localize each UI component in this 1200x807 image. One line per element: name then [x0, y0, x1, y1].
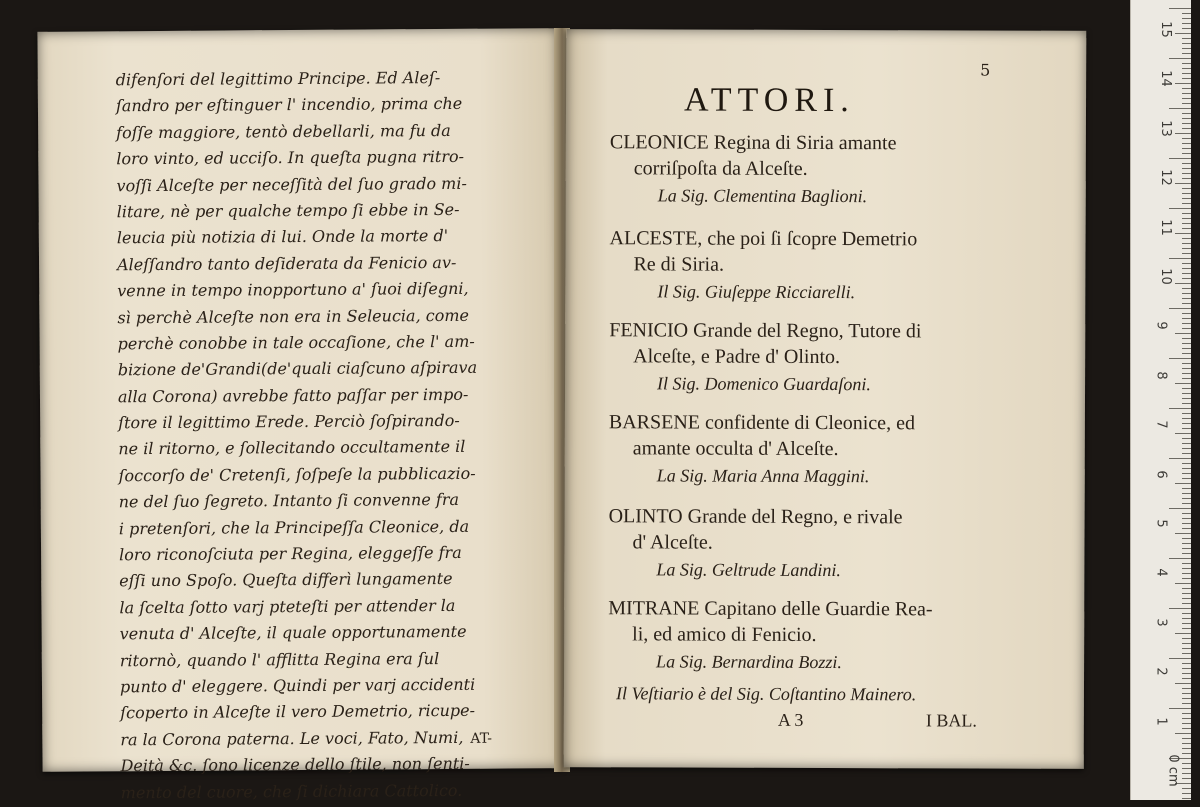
ruler-tick — [1182, 13, 1191, 14]
singer-name: La Sig. Maria Anna Maggini. — [656, 465, 870, 487]
ruler-tick — [1182, 673, 1191, 674]
ruler-tick — [1182, 348, 1191, 349]
ruler-tick — [1182, 523, 1191, 524]
ruler-tick — [1182, 343, 1191, 344]
ruler-tick — [1182, 628, 1191, 629]
costume-note: Il Veſtiario è del Sig. Coſtantino Mainero. — [615, 683, 917, 705]
ruler-tick — [1182, 613, 1191, 614]
ruler-tick — [1182, 118, 1191, 119]
ruler-tick — [1182, 178, 1191, 179]
left-page-text — [116, 64, 561, 806]
text-line: litare, nè per qualche tempo ſi ebbe in Se- — [116, 199, 460, 222]
ruler-number: 3 — [1153, 618, 1169, 627]
ruler-tick — [1182, 68, 1191, 69]
ruler-tick — [1182, 98, 1191, 99]
ruler-tick — [1169, 408, 1191, 409]
ruler-tick — [1182, 293, 1191, 294]
ruler-tick — [1182, 728, 1191, 729]
ruler-number: 0 cm — [1165, 754, 1181, 787]
singer-name: Il Sig. Domenico Guardaſoni. — [657, 373, 871, 395]
ruler-tick — [1182, 653, 1191, 654]
ruler-tick — [1182, 688, 1191, 689]
ruler-tick — [1182, 698, 1191, 699]
ruler-tick — [1182, 793, 1191, 794]
singer-name: Il Sig. Giuſeppe Ricciarelli. — [657, 281, 856, 303]
text-line: ſcoperto in Alceſte il vero Demetrio, ricupe- — [120, 701, 476, 723]
ruler-tick — [1182, 593, 1191, 594]
role-line: Re di Siria. — [633, 253, 725, 276]
ruler-tick — [1182, 693, 1191, 694]
page-title: ATTORI. — [683, 81, 855, 120]
ruler-tick — [1182, 738, 1191, 739]
text-line: loro riconoſciuta per Regina, eleggeſſe fra — [119, 542, 462, 565]
text-line: Deità &c. ſono licenze dello ſtile, non ſenti- — [120, 753, 470, 776]
ruler-tick — [1182, 603, 1191, 604]
ruler-tick — [1182, 498, 1191, 499]
ruler-tick — [1169, 358, 1191, 359]
ruler-tick — [1182, 123, 1191, 124]
ruler-tick — [1182, 203, 1191, 204]
ruler-tick — [1182, 103, 1191, 104]
ruler-tick — [1182, 38, 1191, 39]
ruler-tick — [1182, 478, 1191, 479]
ruler-tick — [1182, 548, 1191, 549]
ruler-tick — [1182, 788, 1191, 789]
ruler-tick — [1182, 138, 1191, 139]
ruler-tick — [1182, 423, 1191, 424]
ruler-tick — [1182, 393, 1191, 394]
text-line: Aleſſandro tanto deſiderata da Fenicio av- — [116, 252, 457, 275]
ruler-tick — [1182, 48, 1191, 49]
ruler-number: 12 — [1157, 169, 1173, 186]
ruler-tick — [1182, 668, 1191, 669]
ruler-tick — [1182, 368, 1191, 369]
ruler-tick — [1169, 308, 1191, 309]
ruler-tick — [1175, 433, 1191, 434]
ruler-tick — [1182, 763, 1191, 764]
singer-name: La Sig. Geltrude Landini. — [656, 559, 841, 581]
ruler-tick — [1169, 508, 1191, 509]
text-line: leucia più notizia di lui. Onde la morte d' — [116, 226, 449, 248]
ruler-tick — [1182, 43, 1191, 44]
cast-entry-barsene — [609, 409, 1079, 491]
ruler-tick — [1169, 58, 1191, 59]
ruler-number: 6 — [1153, 469, 1169, 479]
ruler-tick — [1182, 363, 1191, 364]
left-catchword: AT- — [470, 730, 493, 747]
ruler-number: 11 — [1157, 218, 1173, 236]
ruler-tick — [1182, 568, 1191, 569]
ruler-number: 2 — [1153, 667, 1169, 676]
ruler-tick — [1169, 108, 1191, 109]
ruler-tick — [1182, 643, 1191, 644]
ruler-tick — [1182, 573, 1191, 574]
ruler-tick — [1182, 318, 1191, 319]
ruler-tick — [1169, 458, 1191, 459]
ruler-number: 15 — [1157, 21, 1173, 38]
ruler-tick — [1182, 173, 1191, 174]
ruler-tick — [1182, 143, 1191, 144]
ruler-number: 9 — [1153, 321, 1169, 331]
text-line: i pretenſori, che la Principeſſa Cleonice, da — [118, 516, 470, 538]
ruler-tick — [1182, 513, 1191, 514]
ruler-tick — [1182, 743, 1191, 744]
ruler-tick — [1182, 263, 1191, 264]
ruler-tick — [1182, 238, 1191, 239]
ruler-number: 13 — [1157, 120, 1173, 137]
ruler-tick — [1182, 773, 1191, 774]
ruler-tick — [1182, 473, 1191, 474]
ruler-tick — [1182, 273, 1191, 274]
text-line: perchè conobbe in tale occaſione, che l' am- — [117, 331, 475, 354]
ruler-tick — [1182, 228, 1191, 229]
ruler-tick — [1182, 518, 1191, 519]
ruler-tick — [1182, 78, 1191, 79]
cast-entry-olinto — [608, 503, 1078, 585]
ruler-tick — [1175, 483, 1191, 484]
role-line: Alceſte, e Padre d' Olinto. — [633, 345, 841, 369]
role-line: amante occulta d' Alceſte. — [632, 437, 839, 461]
ruler-tick — [1182, 468, 1191, 469]
role-line: corriſpoſta da Alceſte. — [633, 157, 808, 180]
text-line: ne del ſuo ſegreto. Intanto ſi convenne fra — [118, 490, 460, 512]
role-line: MITRANE Capitano delle Guardie Rea- — [608, 597, 933, 621]
ruler-tick — [1182, 443, 1191, 444]
text-line: alla Corona) avrebbe fatto paſſar per impo- — [117, 384, 469, 406]
ruler-tick — [1182, 798, 1191, 799]
ruler-tick — [1175, 733, 1191, 734]
ruler-tick — [1182, 63, 1191, 64]
ruler-tick — [1182, 53, 1191, 54]
role-line: li, ed amico di Fenicio. — [632, 623, 817, 646]
ruler-tick — [1182, 388, 1191, 389]
ruler-tick — [1182, 428, 1191, 429]
ruler-tick — [1182, 418, 1191, 419]
ruler-tick — [1182, 298, 1191, 299]
ruler-tick — [1175, 283, 1191, 284]
ruler-tick — [1182, 148, 1191, 149]
ruler-tick — [1182, 288, 1191, 289]
right-catchword: I BAL. — [925, 710, 977, 731]
ruler-tick — [1182, 538, 1191, 539]
ruler-tick — [1182, 163, 1191, 164]
cast-entry-alceste — [609, 225, 1079, 307]
ruler-tick — [1182, 493, 1191, 494]
ruler-tick — [1182, 188, 1191, 189]
ruler-tick — [1182, 578, 1191, 579]
ruler-tick — [1182, 563, 1191, 564]
ruler-tick — [1182, 778, 1191, 779]
ruler-tick — [1182, 218, 1191, 219]
ruler-tick — [1175, 583, 1191, 584]
ruler-tick — [1182, 353, 1191, 354]
ruler-number: 10 — [1157, 268, 1173, 285]
ruler-tick — [1182, 313, 1191, 314]
ruler-tick — [1182, 663, 1191, 664]
ruler-tick — [1182, 718, 1191, 719]
ruler-tick — [1182, 403, 1191, 404]
ruler-number: 7 — [1153, 420, 1169, 429]
ruler-tick — [1182, 398, 1191, 399]
ruler-tick — [1182, 213, 1191, 214]
page-number: 5 — [980, 60, 991, 80]
ruler-tick — [1182, 113, 1191, 114]
ruler-tick — [1182, 618, 1191, 619]
ruler-tick — [1182, 638, 1191, 639]
ruler-tick — [1182, 488, 1191, 489]
ruler-tick — [1175, 233, 1191, 234]
singer-name: La Sig. Clementina Baglioni. — [657, 185, 868, 207]
singer-name: La Sig. Bernardina Bozzi. — [656, 651, 842, 673]
ruler-tick — [1182, 648, 1191, 649]
ruler-tick — [1182, 338, 1191, 339]
ruler-tick — [1182, 438, 1191, 439]
ruler-tick — [1182, 448, 1191, 449]
ruler-tick — [1182, 248, 1191, 249]
ruler-tick — [1182, 378, 1191, 379]
ruler-tick — [1169, 258, 1191, 259]
role-line: ALCESTE, che poi ſi ſcopre Demetrio — [609, 227, 918, 251]
ruler-tick — [1175, 83, 1191, 84]
left-page — [37, 28, 562, 802]
text-line: voſſi Alceſte per neceſſità del ſuo grado mi- — [116, 173, 467, 195]
ruler-tick — [1169, 658, 1191, 659]
measuring-ruler — [1130, 0, 1191, 800]
text-line: loro vinto, ed ucciſo. In queſta pugna ritro- — [116, 147, 465, 169]
ruler-number: 14 — [1157, 70, 1173, 88]
ruler-tick — [1182, 588, 1191, 589]
ruler-tick — [1182, 768, 1191, 769]
ruler-tick — [1169, 208, 1191, 209]
text-line: eſſi uno Spoſo. Queſta differì lungamente — [119, 569, 453, 591]
right-page — [564, 29, 1087, 769]
ruler-tick — [1182, 198, 1191, 199]
text-line: venne in tempo inopportuno a' ſuoi diſegni, — [117, 278, 469, 301]
cast-entry-mitrane — [608, 595, 1078, 677]
ruler-tick — [1182, 373, 1191, 374]
ruler-tick — [1182, 328, 1191, 329]
ruler-tick — [1182, 713, 1191, 714]
ruler-tick — [1169, 8, 1191, 9]
text-line: la ſcelta ſotto varj pteteſti per attender la — [119, 595, 456, 618]
ruler-tick — [1175, 533, 1191, 534]
ruler-tick — [1182, 303, 1191, 304]
text-line: ne il ritorno, e ſollecitando occultamente il — [118, 437, 466, 459]
ruler-tick — [1182, 323, 1191, 324]
role-line: OLINTO Grande del Regno, e rivale — [608, 505, 903, 529]
ruler-tick — [1182, 748, 1191, 749]
ruler-tick — [1182, 23, 1191, 24]
ruler-tick — [1175, 633, 1191, 634]
ruler-number: 5 — [1153, 519, 1169, 528]
ruler-tick — [1182, 88, 1191, 89]
text-line: ra la Corona paterna. Le voci, Fato, Numi, — [120, 727, 464, 750]
ruler-tick — [1182, 543, 1191, 544]
ruler-tick — [1182, 503, 1191, 504]
ruler-tick — [1182, 93, 1191, 94]
ruler-tick — [1182, 223, 1191, 224]
ruler-tick — [1182, 753, 1191, 754]
ruler-tick — [1182, 73, 1191, 74]
ruler-tick — [1182, 723, 1191, 724]
ruler-tick — [1182, 268, 1191, 269]
text-line: venuta d' Alceſte, il quale opportunamente — [119, 622, 467, 644]
ruler-tick — [1175, 133, 1191, 134]
ruler-tick — [1182, 623, 1191, 624]
text-line: bizione de'Grandi(de'quali ciaſcuno aſpirava — [117, 358, 478, 380]
ruler-tick — [1182, 253, 1191, 254]
ruler-tick — [1182, 553, 1191, 554]
ruler-tick — [1175, 33, 1191, 34]
ruler-tick — [1175, 333, 1191, 334]
ruler-tick — [1169, 158, 1191, 159]
ruler-tick — [1182, 598, 1191, 599]
ruler-tick — [1182, 168, 1191, 169]
ruler-tick — [1182, 463, 1191, 464]
ruler-number: 4 — [1153, 568, 1169, 578]
ruler-number: 8 — [1153, 371, 1169, 380]
cast-entry-cleonice — [610, 129, 1080, 211]
text-line: mento del cuore, che ſi dichiara Cattolico. — [120, 780, 463, 802]
text-line: ſoccorſo de' Cretenſi, ſoſpeſe la pubblicazio- — [118, 463, 476, 486]
ruler-tick — [1182, 703, 1191, 704]
ruler-tick — [1182, 678, 1191, 679]
text-line: ritornò, quando l' afflitta Regina era ſul — [119, 648, 440, 670]
ruler-tick — [1182, 18, 1191, 19]
role-line: CLEONICE Regina di Siria amante — [609, 131, 897, 155]
ruler-tick — [1169, 708, 1191, 709]
ruler-tick — [1182, 28, 1191, 29]
ruler-number: 1 — [1153, 716, 1169, 726]
role-line: d' Alceſte. — [632, 531, 713, 554]
role-line: FENICIO Grande del Regno, Tutore di — [609, 319, 922, 343]
ruler-tick — [1175, 683, 1191, 684]
text-line: sì perchè Alceſte non era in Seleucia, come — [117, 305, 470, 327]
text-line: foſſe maggiore, tentò debellarli, ma fu da — [116, 120, 451, 143]
ruler-tick — [1169, 608, 1191, 609]
ruler-tick — [1182, 243, 1191, 244]
text-line: ſandro per eſtinguer l' incendio, prima che — [115, 94, 463, 116]
ruler-tick — [1175, 383, 1191, 384]
ruler-tick — [1182, 153, 1191, 154]
ruler-tick — [1169, 558, 1191, 559]
ruler-tick — [1182, 528, 1191, 529]
ruler-tick — [1182, 453, 1191, 454]
text-line: ſtore il legittimo Erede. Perciò ſoſpirando- — [118, 410, 460, 433]
signature-mark: A 3 — [777, 709, 804, 730]
text-line: punto d' eleggere. Quindi per varj accidenti — [119, 674, 476, 697]
cast-entry-fenicio — [609, 317, 1079, 399]
ruler-tick — [1182, 278, 1191, 279]
role-line: BARSENE confidente di Cleonice, ed — [608, 411, 916, 435]
ruler-tick — [1182, 193, 1191, 194]
text-line: difenſori del legittimo Principe. Ed Aleſ- — [115, 68, 441, 90]
ruler-tick — [1182, 413, 1191, 414]
ruler-tick — [1182, 128, 1191, 129]
ruler-tick — [1175, 183, 1191, 184]
